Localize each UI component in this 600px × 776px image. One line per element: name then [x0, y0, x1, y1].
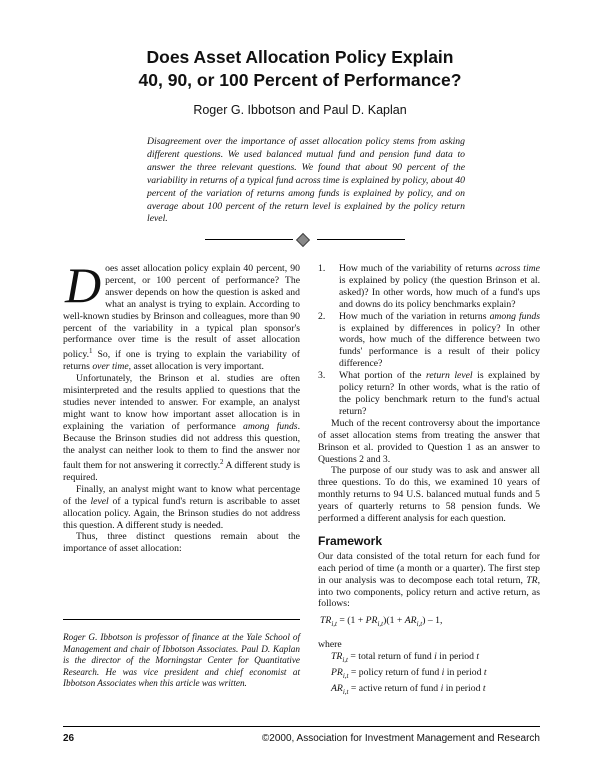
footnote-rule	[63, 619, 300, 620]
p3-emphasis: level	[90, 495, 109, 507]
equation	[320, 615, 540, 631]
p1-text-c: , asset allocation is very important.	[128, 361, 264, 373]
author-footnote: Roger G. Ibbotson is professor of finance at the Yale School of Management and chair of Ibbotson Associates. Paul D. Kaplan is the director of the Morningstar Center for Quantitative Research. He was vice president and chief economist at Ibbotson Associates when this article was written.	[63, 632, 300, 689]
def-text: in period	[443, 682, 483, 694]
diamond-icon	[296, 233, 310, 247]
p3-text-b: of a typical fund's return is ascribable to asset allocation policy. Again, the Brinson studies do not address this question. A different study is needed.	[63, 495, 300, 531]
divider-line-right	[317, 239, 405, 240]
def-var: t	[476, 651, 480, 663]
def-symbol: PR	[331, 666, 343, 678]
def-var: i	[441, 666, 445, 678]
copyright-notice: ©2000, Association for Investment Management and Research	[261, 733, 540, 744]
paragraph-5: Much of the recent controversy about the importance of asset allocation stems from treating the answer that Brinson et al. provided to Question 1 as an answer to Questions 2 and 3.	[318, 417, 540, 465]
title-line-1: Does Asset Allocation Policy Explain	[146, 47, 454, 67]
p7-emphasis: TR	[526, 574, 538, 586]
footnote-ref-1: 1	[89, 347, 93, 356]
def-var: i	[440, 682, 444, 694]
footer-rule	[63, 726, 540, 727]
drop-cap: D	[65, 257, 102, 313]
eq-sub: i,t	[331, 620, 337, 629]
authors: Roger G. Ibbotson and Paul D. Kaplan	[193, 103, 407, 117]
eq-pr: PR	[365, 615, 378, 627]
p2-text-b: . Because the Brinson studies did not address this question, the analyst can neither look to them to find the answer nor fault them for not answering it correctly.	[63, 421, 300, 471]
paragraph-2	[63, 373, 300, 483]
eq-part: ) – 1,	[422, 615, 443, 627]
def-symbol: TR	[331, 651, 343, 663]
footnote-ref-2: 2	[220, 457, 224, 466]
definition-tr	[318, 651, 540, 667]
article-title	[0, 46, 600, 92]
p1-emphasis: over time	[92, 361, 129, 373]
list-item	[318, 263, 540, 311]
list-number: 2.	[318, 310, 326, 322]
page-number: 26	[63, 733, 75, 744]
p1-text-a: oes asset allocation policy explain 40 percent, 90 percent, or 100 percent of performance? The answer depends on how the question is asked and what an analyst is trying to explain. According to well-known studies by Brinson and colleagues, more than 90 percent of the variability in a typical plan sponsor's performance over time is the result of asset allocation policy.	[63, 263, 300, 361]
title-line-2: 40, 90, or 100 Percent of Performance?	[138, 70, 462, 90]
q2-text-b: is explained by differences in policy? In other words, how much of the difference between two funds' performance is a result of their policy difference?	[339, 322, 540, 370]
p1-text-b: So, if one is trying to explain the variability of returns	[63, 349, 300, 373]
list-item	[318, 370, 540, 418]
definition-pr	[318, 667, 540, 683]
p2-emphasis: among funds	[243, 421, 298, 433]
def-text: in period	[444, 666, 484, 678]
question-list	[318, 263, 540, 418]
p2-text-c: A different study is required.	[63, 459, 300, 483]
q2-emphasis: among funds	[489, 310, 540, 322]
def-sub: i,t	[342, 671, 349, 680]
p3-text-a: Finally, an analyst might want to know what percentage of the	[63, 483, 300, 507]
eq-part: = (1 +	[336, 615, 366, 627]
def-var: t	[482, 682, 486, 694]
q3-emphasis: return level	[425, 370, 473, 382]
section-divider-ornament	[205, 234, 405, 246]
list-item	[318, 311, 540, 371]
q3-text-a: What portion of the	[339, 370, 426, 382]
def-text: = policy return of fund	[348, 666, 442, 678]
section-heading-framework: Framework	[318, 533, 383, 548]
left-column	[63, 257, 300, 555]
p7-text-a: Our data consisted of the total return for each fund for each period of time (a month or a quarter). The first step in our analysis was to decompose each total return,	[318, 550, 540, 586]
p7-text-b: , into two components, policy return and active return, as follows:	[318, 574, 540, 610]
list-number: 3.	[318, 370, 326, 382]
paragraph-6: The purpose of our study was to ask and answer all three questions. To do this, we examined 10 years of monthly returns to 94 U.S. balanced mutual funds and 5 years of quarterly returns to 58 pension funds. We performed a different analysis for each question.	[318, 465, 540, 525]
right-column	[318, 263, 540, 699]
eq-part: )(1 +	[383, 615, 405, 627]
def-text: in period	[436, 651, 477, 663]
q3-text-b: is explained by policy return? In other words, what is the ratio of the policy benchmark return to the fund's actual return?	[339, 370, 540, 417]
paragraph-3	[63, 484, 300, 532]
def-sub: i,t	[342, 687, 349, 696]
paragraph-7	[318, 551, 540, 611]
def-symbol: AR	[331, 682, 343, 694]
eq-sub: i,t	[416, 620, 423, 629]
q2-text-a: How much of the variation in returns	[339, 310, 490, 322]
q1-text-a: How much of the variability of returns	[339, 263, 496, 274]
q1-emphasis: across time	[495, 263, 540, 274]
def-text: = total return of fund	[347, 651, 435, 663]
list-number: 1.	[318, 263, 326, 274]
intro-paragraph	[63, 257, 300, 373]
divider-line-left	[205, 239, 293, 240]
eq-tr: TR	[320, 615, 332, 627]
abstract: Disagreement over the importance of asset allocation policy stems from asking different questions. We used balanced mutual fund and pension fund data to answer the three relevant questions. We found that about 90 percent of the variability in returns of a typical fund across time is explained by policy, about 40 percent of the variation of returns among funds is explained by policy, and on average about 100 percent of the return level is explained by the policy return level.	[147, 136, 465, 225]
where-label: where	[318, 639, 342, 651]
definition-ar	[318, 683, 540, 699]
def-sub: i,t	[342, 656, 348, 665]
def-var: i	[434, 651, 437, 663]
def-var: t	[483, 666, 487, 678]
p2-text-a: Unfortunately, the Brinson et al. studies are often misinterpreted and the results applied to questions that the studies never intended to answer. For example, an analyst might want to know how important asset allocation is in explaining the variation of performance	[63, 373, 300, 433]
eq-ar: AR	[404, 615, 417, 627]
eq-sub: i,t	[377, 620, 384, 629]
q1-text-b: is explained by policy (the question Brinson et al. asked)? In other words, how much of a fund's ups and downs do its policy benchmarks explain?	[339, 274, 540, 310]
def-text: = active return of fund	[348, 682, 441, 694]
paragraph-4: Thus, three distinct questions remain about the importance of asset allocation:	[63, 531, 300, 555]
